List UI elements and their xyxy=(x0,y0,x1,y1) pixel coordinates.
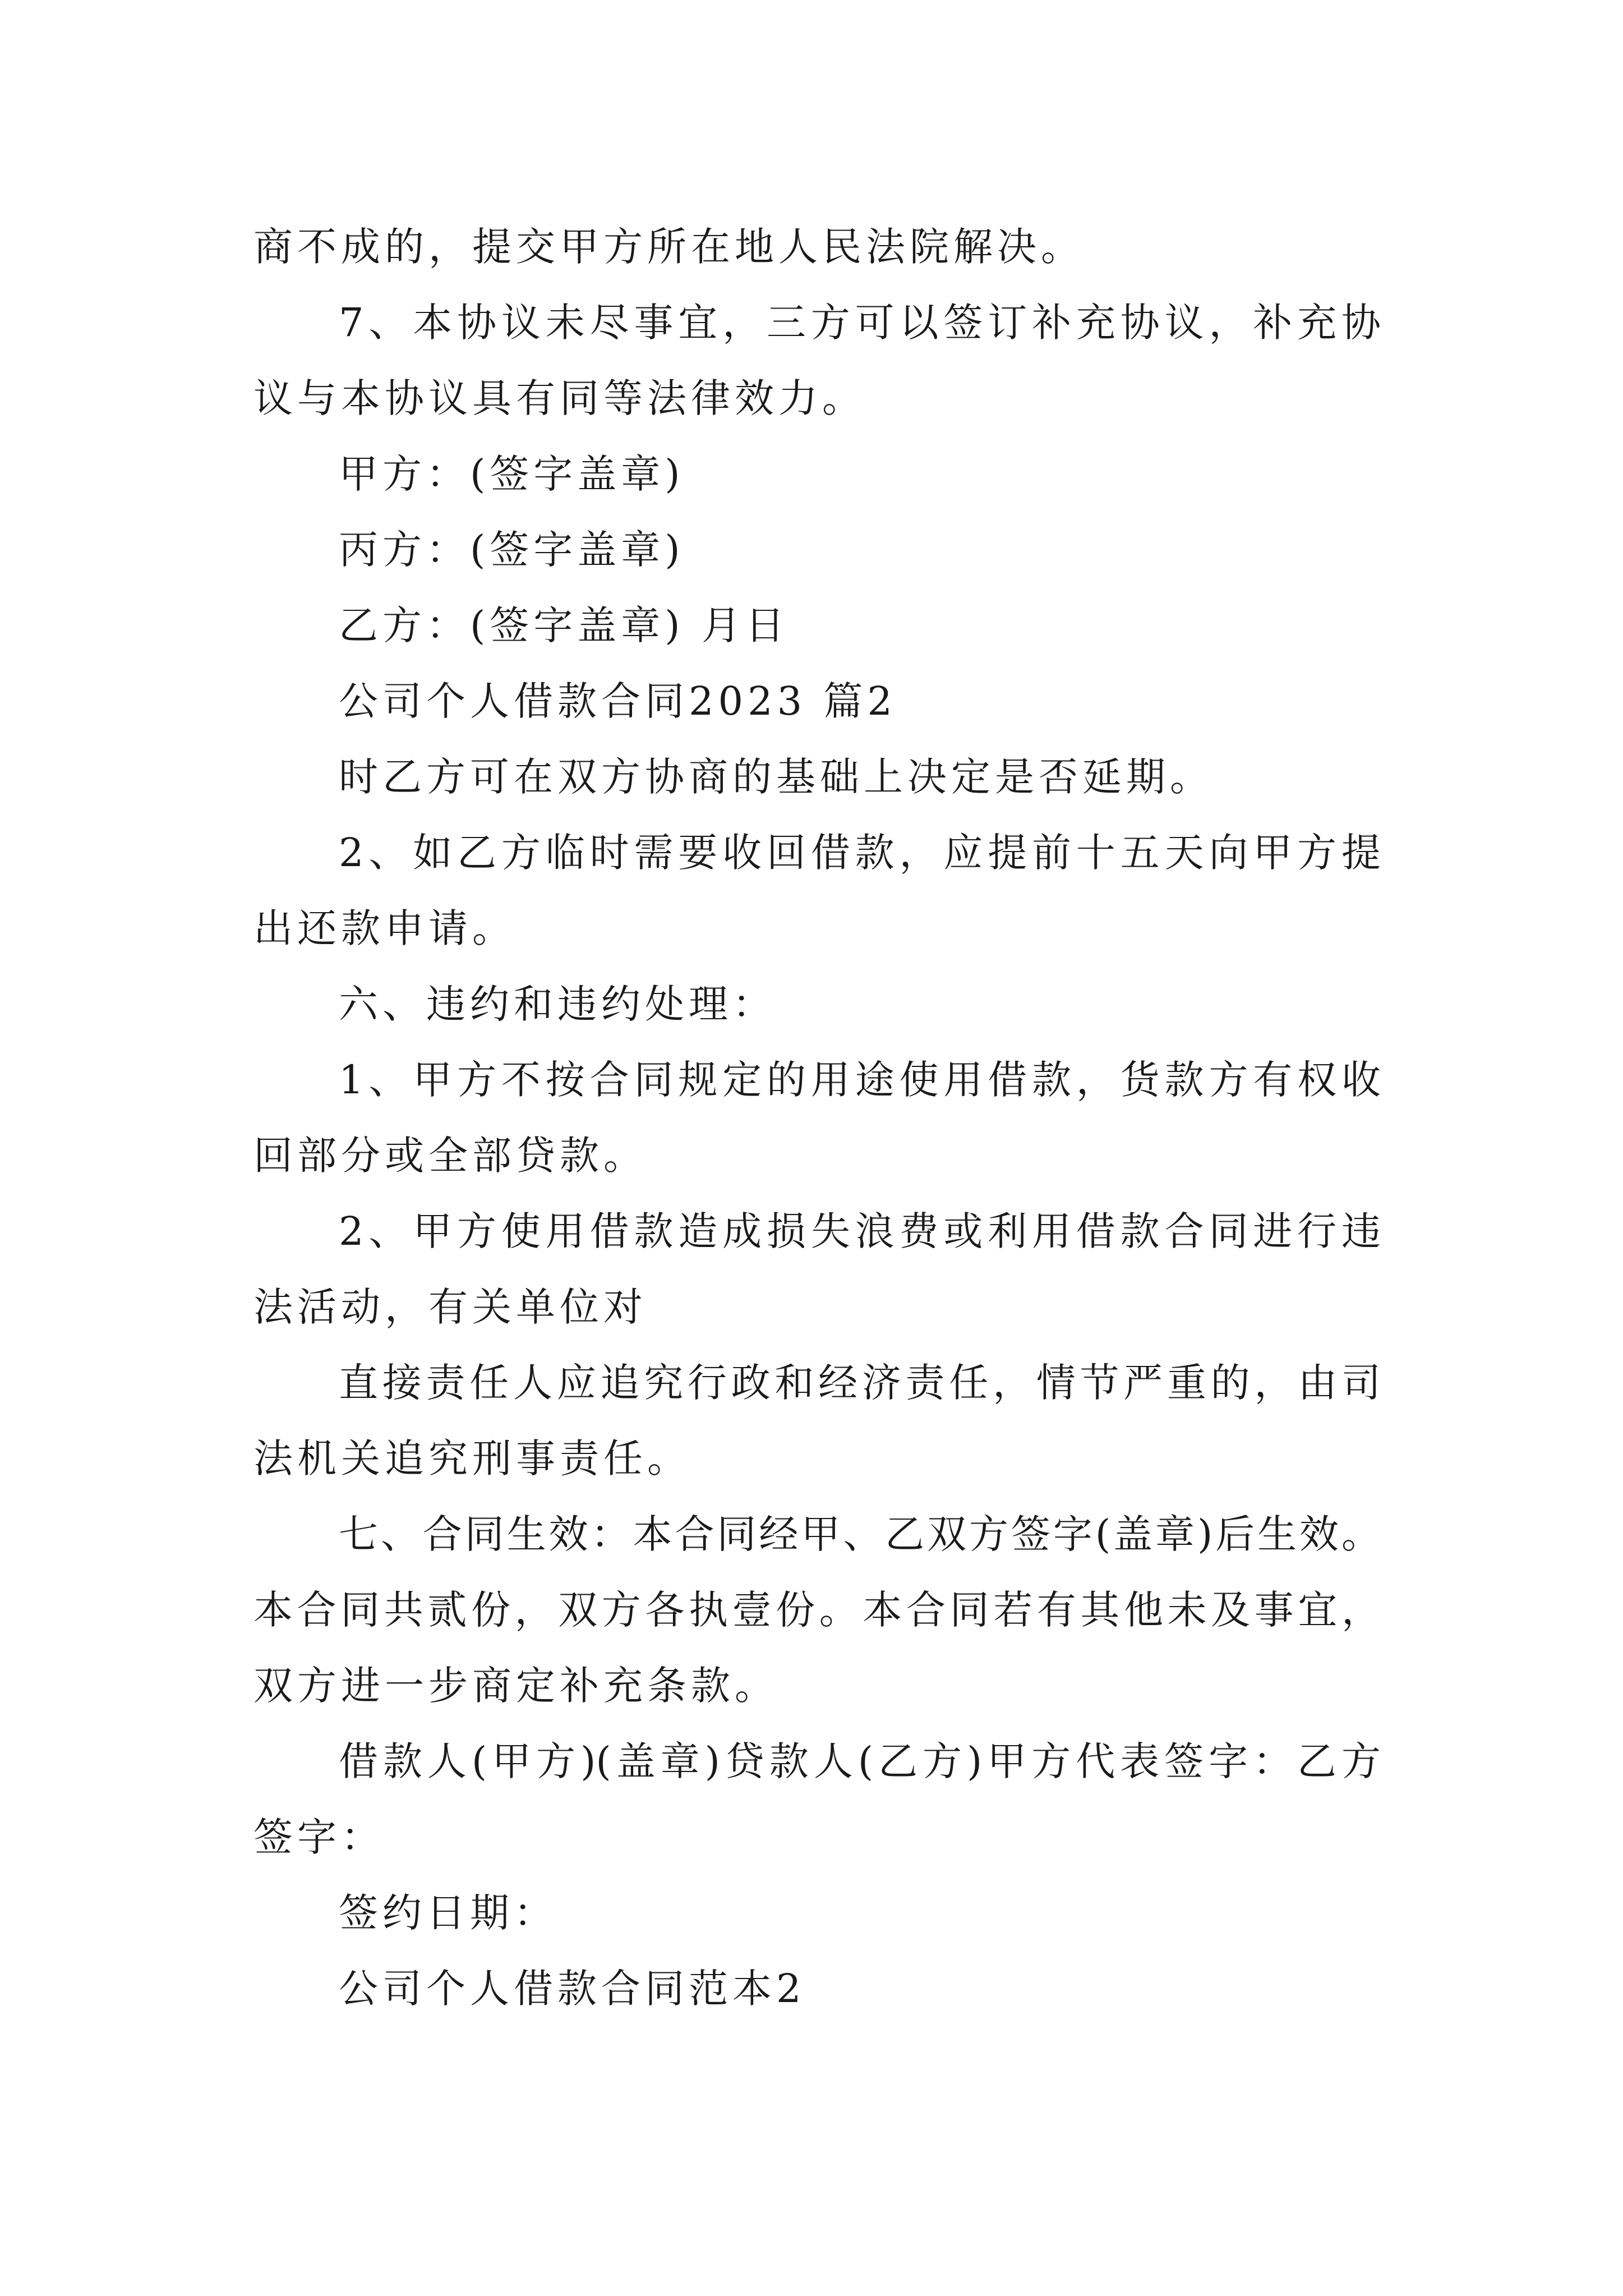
text-line: 商不成的，提交甲方所在地人民法院解决。 xyxy=(253,224,1085,270)
party-a-signature: 甲方：(签字盖章) xyxy=(339,451,685,497)
breach-clause-2: 2、甲方使用借款造成损失浪费或利用借款合同进行违 xyxy=(339,1208,1381,1254)
section-heading: 公司个人借款合同2023 篇2 xyxy=(339,678,897,724)
effectiveness-clause: 七、合同生效：本合同经甲、乙双方签字(盖章)后生效。 xyxy=(339,1511,1381,1557)
signature-block: 借款人(甲方)(盖章)贷款人(乙方)甲方代表签字：乙方 xyxy=(339,1738,1381,1784)
text-line: 双方进一步商定补充条款。 xyxy=(253,1663,778,1709)
text-line: 议与本协议具有同等法律效力。 xyxy=(253,375,866,421)
party-b-signature: 乙方：(签字盖章) 月日 xyxy=(339,602,789,648)
signing-date: 签约日期： xyxy=(339,1890,557,1936)
text-line: 法机关追究刑事责任。 xyxy=(253,1435,691,1481)
clause-7: 7、本协议未尽事宜，三方可以签订补充协议，补充协 xyxy=(339,300,1381,346)
section-heading: 公司个人借款合同范本2 xyxy=(339,1966,806,2012)
text-line: 直接责任人应追究行政和经济责任，情节严重的，由司 xyxy=(339,1360,1381,1406)
clause-2: 2、如乙方临时需要收回借款，应提前十五天向甲方提 xyxy=(339,830,1381,876)
text-line: 法活动，有关单位对 xyxy=(253,1284,647,1330)
party-c-signature: 丙方：(签字盖章) xyxy=(339,527,685,573)
text-line: 本合同共贰份，双方各执壹份。本合同若有其他未及事宜， xyxy=(253,1587,1381,1633)
section-heading-breach: 六、违约和违约处理： xyxy=(339,981,776,1027)
document-page xyxy=(253,0,1381,2296)
breach-clause-1: 1、甲方不按合同规定的用途使用借款，货款方有权收 xyxy=(339,1057,1381,1103)
text-line: 回部分或全部贷款。 xyxy=(253,1133,647,1179)
text-line: 出还款申请。 xyxy=(253,905,516,951)
text-line: 签字： xyxy=(253,1814,385,1860)
text-line: 时乙方可在双方协商的基础上决定是否延期。 xyxy=(339,754,1214,800)
